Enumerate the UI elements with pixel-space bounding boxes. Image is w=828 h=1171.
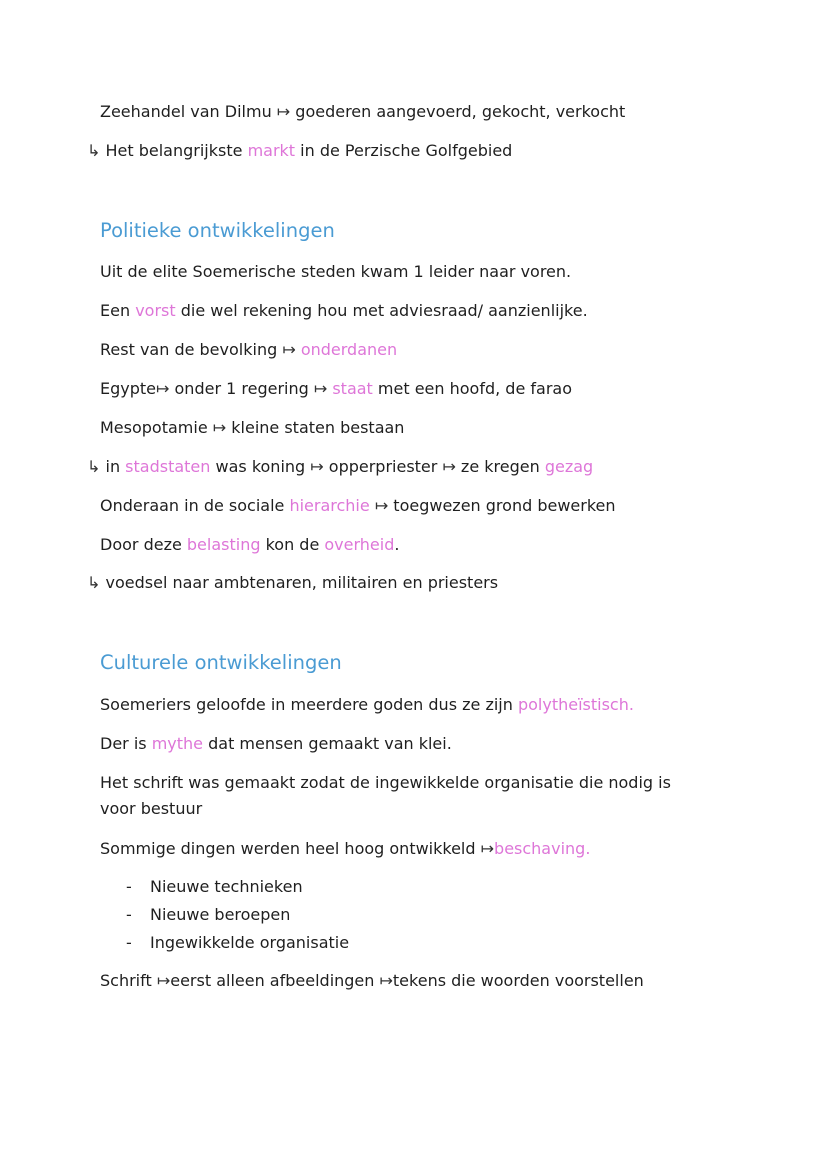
text-span: Zeehandel van Dilmu xyxy=(100,102,272,121)
text-span: onder 1 regering xyxy=(169,379,314,398)
text-span: opperpriester xyxy=(323,457,443,476)
sub-arrow-icon: ↳ xyxy=(87,573,106,592)
bullet-marker: - xyxy=(126,933,132,952)
text-line-politics-4 xyxy=(100,379,572,399)
heading-culture: Culturele ontwikkelingen xyxy=(100,651,342,674)
text-span: Een xyxy=(100,301,136,320)
text-span: dat mensen gemaakt van klei. xyxy=(203,734,452,753)
text-span: . xyxy=(394,535,400,554)
maps-to-arrow: ↦ xyxy=(379,971,393,990)
highlight-term: belasting xyxy=(186,535,261,554)
maps-to-arrow: ↦ xyxy=(442,457,456,476)
text-line-culture-2 xyxy=(100,734,452,754)
text-span: Mesopotamie xyxy=(100,418,213,437)
highlight-term: overheid xyxy=(324,535,395,554)
text-span: Soemeriers geloofde in meerdere goden dus ze zijn xyxy=(100,695,518,714)
text-span: toegwezen grond bewerken xyxy=(388,496,616,515)
text-line-politics-6 xyxy=(87,457,593,477)
text-span: goederen aangevoerd, gekocht, verkocht xyxy=(295,102,626,121)
text-line-politics-9 xyxy=(87,573,498,593)
text-span: was koning xyxy=(210,457,311,476)
text-line-politics-8 xyxy=(100,535,399,555)
text-span: Onderaan in de sociale xyxy=(100,496,290,515)
highlight-term: stadstaten xyxy=(125,457,211,476)
text-span: kleine staten bestaan xyxy=(226,418,405,437)
text-span: die wel rekening hou met adviesraad/ aanzienlijke. xyxy=(175,301,588,320)
text-span: tekens die woorden voorstellen xyxy=(392,971,644,990)
highlight-term: mythe xyxy=(151,734,204,753)
list-item: Nieuwe technieken xyxy=(150,877,303,896)
text-paragraph-culture-3: Het schrift was gemaakt zodat de ingewikkelde organisatie die nodig is voor bestuur xyxy=(100,773,671,818)
heading-politics: Politieke ontwikkelingen xyxy=(100,219,335,242)
maps-to-arrow: ↦ xyxy=(212,418,227,437)
text-span: Der is xyxy=(100,734,152,753)
text-span: Door deze xyxy=(100,535,187,554)
maps-to-arrow: ↦ xyxy=(156,379,170,398)
highlight-term: polytheïstisch. xyxy=(517,695,634,714)
highlight-term: staat xyxy=(327,379,373,398)
maps-to-arrow: ↦ xyxy=(310,457,324,476)
text-span: voedsel naar ambtenaren, militairen en priesters xyxy=(105,573,499,592)
text-span: Egypte xyxy=(100,379,157,398)
bullet-marker: - xyxy=(126,905,132,924)
list-item: Nieuwe beroepen xyxy=(150,905,291,924)
text-line-politics-2 xyxy=(100,301,588,321)
highlight-term: hierarchie xyxy=(289,496,370,515)
text-span: Het belangrijkste xyxy=(105,141,248,160)
text-line-politics-3 xyxy=(100,340,397,360)
text-span: eerst alleen afbeeldingen xyxy=(170,971,380,990)
text-line-dilmun-trade xyxy=(100,102,625,122)
highlight-term: gezag xyxy=(544,457,594,476)
maps-to-arrow: ↦ xyxy=(271,102,296,121)
text-span: kon de xyxy=(260,535,325,554)
text-line-culture-1 xyxy=(100,695,634,715)
maps-to-arrow: ↦ xyxy=(480,839,495,858)
text-line-culture-5 xyxy=(100,971,644,991)
maps-to-arrow: ↦ xyxy=(313,379,328,398)
text-line-culture-4 xyxy=(100,839,590,859)
highlight-term: onderdanen xyxy=(300,340,398,359)
text-span: met een hoofd, de farao xyxy=(372,379,572,398)
text-span: in de Perzische Golfgebied xyxy=(295,141,513,160)
sub-arrow-icon: ↳ xyxy=(87,141,106,160)
text-line-politics-1: Uit de elite Soemerische steden kwam 1 leider naar voren. xyxy=(100,262,572,281)
maps-to-arrow: ↦ xyxy=(156,971,171,990)
maps-to-arrow: ↦ xyxy=(282,340,301,359)
highlight-term: markt xyxy=(247,141,296,160)
text-span: in xyxy=(105,457,126,476)
text-span: Sommige dingen werden heel hoog ontwikkeld xyxy=(100,839,481,858)
highlight-term: beschaving. xyxy=(494,839,591,858)
text-line-politics-5 xyxy=(100,418,404,438)
text-line-politics-7 xyxy=(100,496,616,516)
text-line-market xyxy=(87,141,512,161)
bullet-marker: - xyxy=(126,877,132,896)
text-span: Rest van de bevolking xyxy=(100,340,283,359)
maps-to-arrow: ↦ xyxy=(374,496,389,515)
list-item: Ingewikkelde organisatie xyxy=(150,933,350,952)
sub-arrow-icon: ↳ xyxy=(87,457,106,476)
highlight-term: vorst xyxy=(135,301,176,320)
text-span: Schrift xyxy=(100,971,157,990)
text-span: ze kregen xyxy=(455,457,545,476)
